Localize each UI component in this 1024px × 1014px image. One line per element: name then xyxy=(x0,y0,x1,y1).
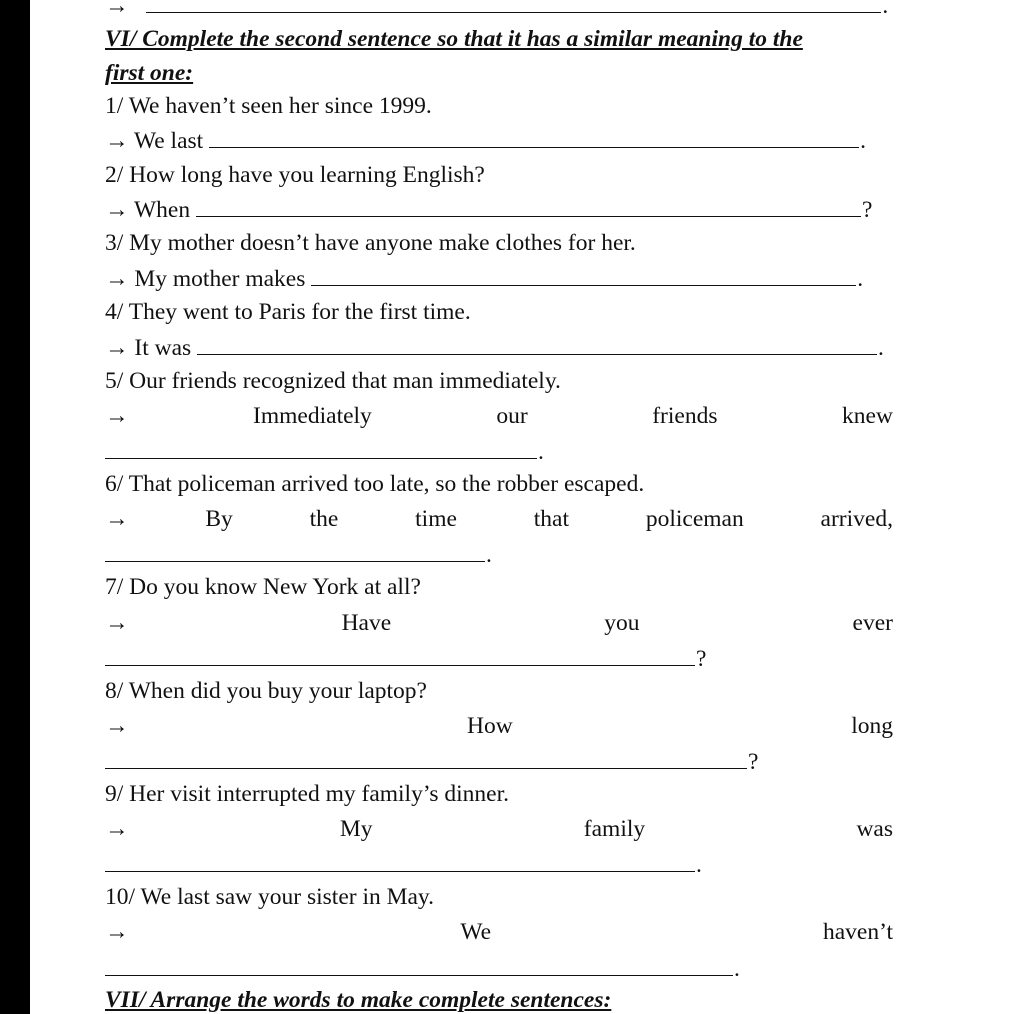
answer-line-3 xyxy=(105,265,893,293)
answer-word: knew xyxy=(842,403,893,429)
answer-continuation-5 xyxy=(105,438,893,466)
answer-continuation-7 xyxy=(105,645,893,673)
answer-blank[interactable] xyxy=(105,750,747,769)
sentence-end: ? xyxy=(861,197,873,223)
previous-answer-line xyxy=(105,0,893,20)
arrow: → xyxy=(105,610,129,636)
arrow: → xyxy=(105,0,129,19)
answer-line-2 xyxy=(105,196,893,224)
section-heading-7: VII/ Arrange the words to make complete sentences: xyxy=(105,987,612,1013)
answer-blank[interactable] xyxy=(196,198,861,217)
answer-word: How xyxy=(467,713,513,739)
sentence-end: . xyxy=(734,956,740,982)
answer-word: friends xyxy=(652,403,718,429)
answer-line-1 xyxy=(105,127,893,155)
sentence-end: . xyxy=(538,439,544,465)
sentence-end: . xyxy=(878,335,884,361)
answer-word: ever xyxy=(852,610,893,636)
arrow: → xyxy=(105,335,129,361)
arrow: → xyxy=(105,403,129,429)
answer-line-9 xyxy=(105,815,893,843)
answer-word: Immediately xyxy=(253,403,372,429)
answer-blank[interactable] xyxy=(197,336,877,355)
answer-line-10 xyxy=(105,918,893,946)
answer-continuation-9 xyxy=(105,851,893,879)
sentence-end: ? xyxy=(696,646,707,672)
arrow: → xyxy=(105,816,129,842)
answer-line-7 xyxy=(105,609,893,637)
answer-word: arrived, xyxy=(820,506,893,532)
answer-blank[interactable] xyxy=(105,647,695,666)
section-heading-line-2: first one: xyxy=(105,60,194,86)
answer-word: haven’t xyxy=(822,919,893,945)
question-9: 9/ Her visit interrupted my family’s dinner. xyxy=(105,781,509,807)
answer-prompt: We last xyxy=(133,128,204,154)
answer-blank[interactable] xyxy=(311,267,856,286)
answer-blank[interactable] xyxy=(105,543,485,562)
answer-prompt: It was xyxy=(134,335,192,361)
question-10: 10/ We last saw your sister in May. xyxy=(105,884,435,910)
answer-word: By xyxy=(205,506,233,532)
question-6: 6/ That policeman arrived too late, so the robber escaped. xyxy=(105,471,645,497)
answer-word: Have xyxy=(341,610,392,636)
answer-line-5 xyxy=(105,402,893,430)
answer-continuation-10 xyxy=(105,955,893,983)
answer-blank[interactable] xyxy=(105,853,695,872)
answer-blank[interactable] xyxy=(146,0,881,13)
sentence-end: . xyxy=(696,852,702,878)
arrow: → xyxy=(105,128,129,154)
question-7: 7/ Do you know New York at all? xyxy=(105,574,421,600)
sentence-end: . xyxy=(860,128,866,154)
answer-word: My xyxy=(339,816,373,842)
answer-word: We xyxy=(460,919,492,945)
answer-word: policeman xyxy=(645,506,744,532)
answer-blank[interactable] xyxy=(105,957,733,976)
answer-word: our xyxy=(496,403,528,429)
sentence-end: . xyxy=(486,542,492,568)
question-5: 5/ Our friends recognized that man immediately. xyxy=(105,368,561,394)
arrow: → xyxy=(105,506,129,532)
answer-line-8 xyxy=(105,712,893,740)
sentence-end: . xyxy=(857,266,864,292)
question-1: 1/ We haven’t seen her since 1999. xyxy=(105,93,432,119)
answer-word: family xyxy=(583,816,646,842)
question-4: 4/ They went to Paris for the first time. xyxy=(105,299,471,325)
answer-word: long xyxy=(851,713,893,739)
arrow: → xyxy=(105,919,129,945)
answer-continuation-6 xyxy=(105,541,893,569)
question-3: 3/ My mother doesn’t have anyone make clothes for her. xyxy=(105,230,636,256)
answer-prompt: My mother makes xyxy=(134,266,306,292)
answer-word: the xyxy=(309,506,339,532)
sentence-end: . xyxy=(882,0,889,19)
arrow: → xyxy=(105,266,129,292)
answer-word: that xyxy=(533,506,569,532)
answer-blank[interactable] xyxy=(209,129,859,148)
answer-word: you xyxy=(604,610,640,636)
question-2: 2/ How long have you learning English? xyxy=(105,162,485,188)
answer-word: time xyxy=(415,506,457,532)
answer-line-4 xyxy=(105,334,893,362)
worksheet-page xyxy=(30,0,1024,1014)
section-heading-line-1: VI/ Complete the second sentence so that it has a similar meaning to the xyxy=(105,26,803,52)
arrow: → xyxy=(105,713,129,739)
arrow: → xyxy=(105,197,129,223)
answer-word: was xyxy=(856,816,893,842)
answer-line-6 xyxy=(105,505,893,533)
answer-blank[interactable] xyxy=(105,440,537,459)
answer-continuation-8 xyxy=(105,748,893,776)
answer-prompt: When xyxy=(133,197,191,223)
sentence-end: ? xyxy=(748,749,759,775)
question-8: 8/ When did you buy your laptop? xyxy=(105,678,427,704)
